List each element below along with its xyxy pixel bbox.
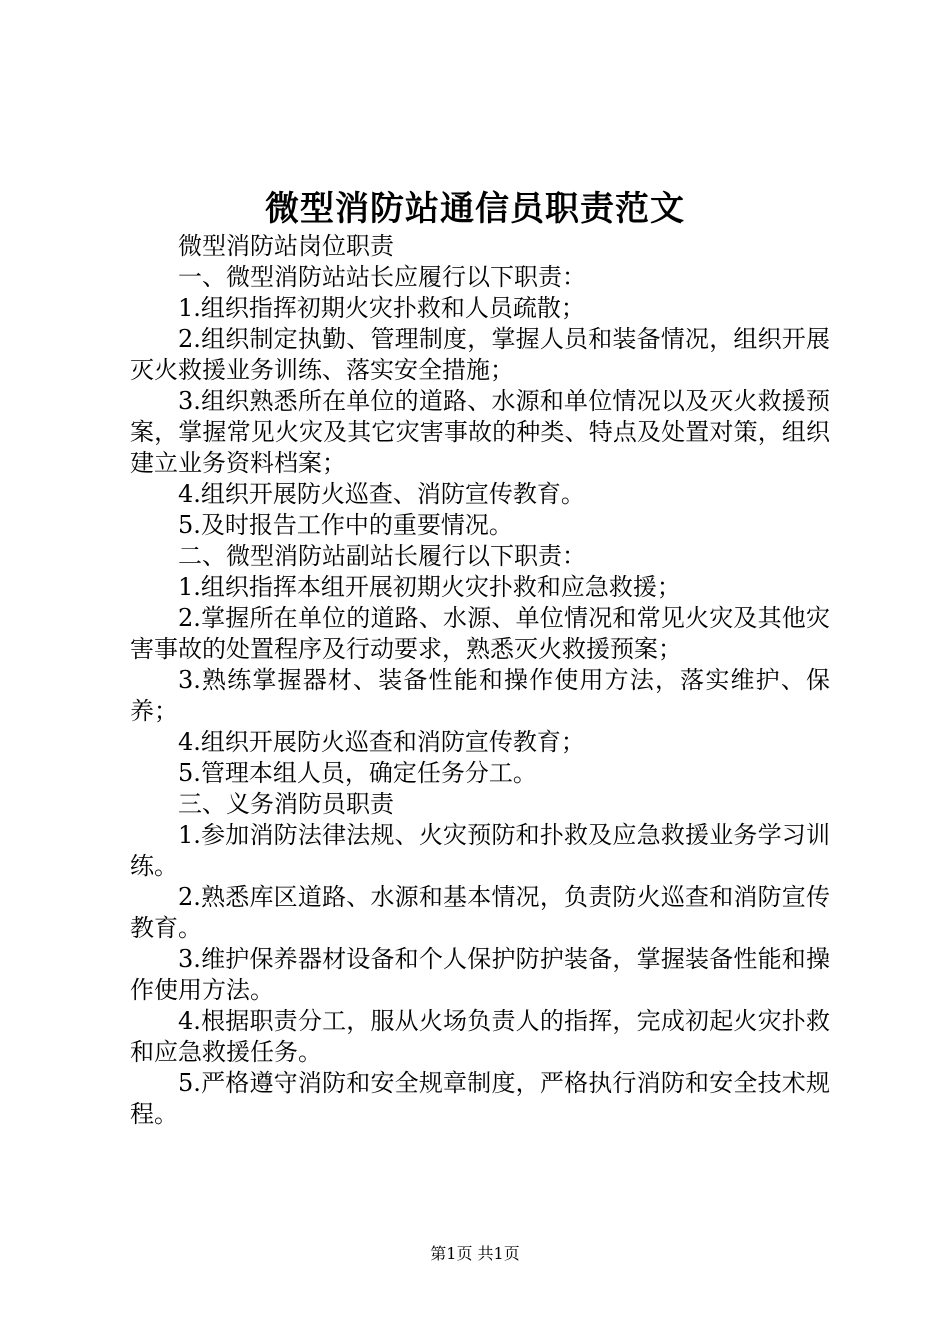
section-heading: 微型消防站岗位职责 (178, 232, 394, 260)
list-item: 1.组织指挥初期火灾扑救和人员疏散； (178, 294, 585, 322)
page-title: 微型消防站通信员职责范文 (265, 189, 685, 229)
list-item: 2.熟悉库区道路、水源和基本情况，负责防火巡查和消防宣传教育。 (130, 883, 830, 942)
list-item: 2.组织制定执勤、管理制度，掌握人员和装备情况，组织开展灭火救援业务训练、落实安全措施； (130, 325, 830, 384)
list-item: 4.组织开展防火巡查和消防宣传教育； (178, 728, 585, 756)
list-item: 1.参加消防法律法规、火灾预防和扑救及应急救援业务学习训练。 (130, 821, 830, 880)
document-body (130, 231, 830, 1130)
list-item: 4.组织开展防火巡查、消防宣传教育。 (178, 480, 585, 508)
list-item: 5.严格遵守消防和安全规章制度，严格执行消防和安全技术规程。 (130, 1069, 830, 1128)
section-heading: 二、微型消防站副站长履行以下职责： (178, 542, 586, 570)
list-item: 5.及时报告工作中的重要情况。 (178, 511, 513, 539)
list-item: 2.掌握所在单位的道路、水源、单位情况和常见火灾及其他灾害事故的处置程序及行动要求，熟悉灭火救援预案； (130, 604, 830, 663)
list-item: 5.管理本组人员，确定任务分工。 (178, 759, 537, 787)
list-item: 3.组织熟悉所在单位的道路、水源和单位情况以及灭火救援预案，掌握常见火灾及其它灾害事故的种类、特点及处置对策，组织建立业务资料档案； (130, 387, 830, 477)
section-heading: 一、微型消防站站长应履行以下职责： (178, 263, 586, 291)
section-heading: 三、义务消防员职责 (178, 790, 394, 818)
list-item: 3.维护保养器材设备和个人保护防护装备，掌握装备性能和操作使用方法。 (130, 945, 830, 1004)
list-item: 3.熟练掌握器材、装备性能和操作使用方法，落实维护、保养； (130, 666, 830, 725)
list-item: 1.组织指挥本组开展初期火灾扑救和应急救援； (178, 573, 681, 601)
page-footer: 第1页 共1页 (430, 1244, 520, 1263)
list-item: 4.根据职责分工，服从火场负责人的指挥，完成初起火灾扑救和应急救援任务。 (130, 1007, 830, 1066)
